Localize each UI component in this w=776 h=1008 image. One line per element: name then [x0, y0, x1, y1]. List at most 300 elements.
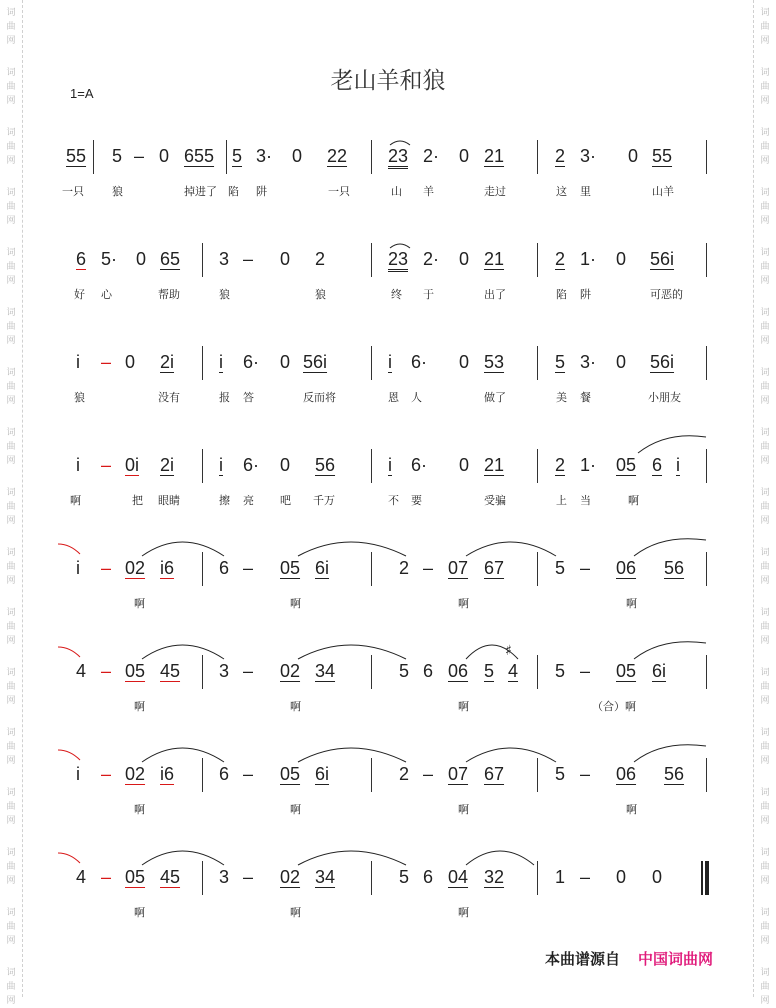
note: 06 [448, 661, 469, 681]
watermark-char: 词 [6, 248, 16, 258]
slur [388, 138, 412, 146]
lyric: 千万 [313, 494, 335, 507]
bar-line [537, 449, 538, 483]
score-line-2 [0, 243, 776, 343]
lyric: 报 [219, 391, 230, 404]
slur [636, 435, 708, 455]
slur [56, 748, 82, 762]
note: 21 [484, 455, 505, 475]
note: 3· [580, 352, 597, 372]
note: 2 [315, 249, 326, 269]
lyric: 当 [580, 494, 591, 507]
note: 0 [652, 867, 663, 887]
watermark-char: 网 [6, 876, 16, 886]
note: 45 [160, 661, 181, 681]
score-line-1 [0, 140, 776, 240]
lyric: 掉进了 [184, 185, 217, 198]
watermark-char: 曲 [6, 502, 16, 512]
note: 5 [399, 661, 410, 681]
watermark-char: 曲 [760, 802, 770, 812]
note: 6 [76, 249, 87, 269]
watermark-char: 曲 [6, 622, 16, 632]
note: 6i [315, 558, 330, 578]
watermark-char: 曲 [760, 862, 770, 872]
note: 5 [112, 146, 123, 166]
note: 53 [484, 352, 505, 372]
bar-line [371, 243, 372, 277]
note: 56 [315, 455, 336, 475]
dash: – [101, 558, 112, 578]
watermark-char: 曲 [6, 802, 16, 812]
bar-line [706, 243, 707, 277]
note: 1 [555, 867, 566, 887]
bar-line [537, 655, 538, 689]
watermark-char: 曲 [6, 262, 16, 272]
lyric: 阱 [580, 288, 591, 301]
note: 4 [508, 661, 519, 681]
lyric: 可恶的 [650, 288, 683, 301]
lyric: 帮助 [158, 288, 180, 301]
bar-line [706, 346, 707, 380]
slur [296, 641, 408, 661]
watermark-char: 词 [6, 668, 16, 678]
note: 02 [280, 867, 301, 887]
note: 02 [125, 764, 146, 784]
dash: – [243, 558, 254, 578]
dash: – [243, 661, 254, 681]
note: 0 [459, 146, 470, 166]
watermark-char: 曲 [760, 562, 770, 572]
note: 2 [555, 249, 566, 269]
watermark-char: 词 [6, 968, 16, 978]
note: 6 [652, 455, 663, 475]
note: 4 [76, 867, 87, 887]
slur [464, 847, 536, 867]
note: 3 [219, 661, 230, 681]
note: 5 [232, 146, 243, 166]
watermark-char: 词 [6, 188, 16, 198]
note: 23 [388, 146, 408, 169]
dash: – [580, 867, 591, 887]
lyric: 啊 [134, 597, 145, 610]
lyric: 亮 [243, 494, 254, 507]
watermark-char: 网 [6, 36, 16, 46]
lyric: 陷 [228, 185, 239, 198]
score-line-6 [0, 643, 776, 755]
slur [632, 744, 708, 764]
watermark-char: 词 [760, 788, 770, 798]
note: i [676, 455, 680, 475]
watermark-char: 词 [6, 848, 16, 858]
note: 07 [448, 558, 469, 578]
slur [140, 847, 226, 867]
note: 6 [219, 558, 230, 578]
lyric: 啊 [628, 494, 639, 507]
note: 6 [423, 661, 434, 681]
watermark-char: 词 [760, 428, 770, 438]
lyric: 啊 [458, 700, 469, 713]
watermark-char: 曲 [6, 142, 16, 152]
lyric: 吧 [280, 494, 291, 507]
dash: – [243, 867, 254, 887]
watermark-char: 网 [6, 576, 16, 586]
lyric: 不 [388, 494, 399, 507]
watermark-char: 词 [760, 908, 770, 918]
note: 32 [484, 867, 505, 887]
note: 0 [159, 146, 170, 166]
watermark-char: 曲 [6, 442, 16, 452]
watermark-char: 曲 [760, 982, 770, 992]
note: 4 [76, 661, 87, 681]
slur [464, 641, 520, 661]
note: 0 [459, 455, 470, 475]
watermark-char: 网 [6, 936, 16, 946]
note: 2 [399, 558, 410, 578]
note: 56 [664, 764, 685, 784]
note: 0 [616, 867, 627, 887]
watermark-char: 网 [760, 456, 770, 466]
note: 34 [315, 867, 336, 887]
note: i [76, 352, 80, 372]
lyric: 恩 [388, 391, 399, 404]
note: 05 [125, 661, 146, 681]
watermark-char: 词 [6, 8, 16, 18]
watermark-group [754, 966, 776, 1008]
watermark-char: 曲 [760, 262, 770, 272]
watermark-char: 曲 [6, 682, 16, 692]
watermark-char: 词 [6, 308, 16, 318]
watermark-char: 词 [760, 488, 770, 498]
dash: – [580, 558, 591, 578]
note: 55 [66, 146, 87, 166]
watermark-char: 网 [6, 336, 16, 346]
watermark-char: 曲 [760, 142, 770, 152]
note: 1· [580, 249, 597, 269]
note: 6· [243, 352, 260, 372]
note: 2 [555, 146, 566, 166]
note: 6i [315, 764, 330, 784]
slur [632, 538, 708, 558]
watermark-char: 网 [760, 156, 770, 166]
watermark-char: 词 [6, 368, 16, 378]
note: 05 [616, 661, 637, 681]
note: i [76, 558, 80, 578]
note: 22 [327, 146, 348, 166]
dash: – [101, 352, 112, 372]
watermark-char: 网 [6, 396, 16, 406]
lyric: 啊 [626, 803, 637, 816]
note: 2· [423, 146, 440, 166]
lyric: 一只 [328, 185, 350, 198]
watermark-char: 曲 [6, 982, 16, 992]
watermark-char: 词 [760, 68, 770, 78]
lyric: 陷 [556, 288, 567, 301]
dash: – [423, 558, 434, 578]
note: 0 [616, 249, 627, 269]
dash: – [101, 455, 112, 475]
note: 6 [423, 867, 434, 887]
watermark-char: 网 [760, 216, 770, 226]
lyric: （合）啊 [592, 700, 636, 713]
slur [56, 645, 82, 659]
watermark-char: 曲 [760, 502, 770, 512]
score-line-3 [0, 346, 776, 446]
note: 0 [459, 352, 470, 372]
lyric: 狼 [112, 185, 123, 198]
watermark-char: 曲 [760, 22, 770, 32]
slur [140, 744, 226, 764]
lyric: 啊 [70, 494, 81, 507]
lyric: 山 [391, 185, 402, 198]
score-line-5 [0, 552, 776, 652]
lyric: 人 [411, 391, 422, 404]
lyric: 走过 [484, 185, 506, 198]
note: 3· [580, 146, 597, 166]
note: 6· [411, 455, 428, 475]
note: i [388, 455, 392, 475]
bar-line [537, 861, 538, 895]
watermark-char: 词 [6, 428, 16, 438]
dash: – [101, 661, 112, 681]
dash: – [101, 867, 112, 887]
lyric: 把 [132, 494, 143, 507]
note: 05 [280, 764, 301, 784]
brand-link[interactable]: 中国词曲网 [638, 950, 714, 968]
slur [56, 851, 82, 865]
watermark-char: 网 [6, 756, 16, 766]
note: 5 [399, 867, 410, 887]
note: 65 [160, 249, 181, 269]
key-signature: 1=A [70, 86, 94, 101]
bar-line [537, 346, 538, 380]
slur [296, 538, 408, 558]
source-label: 本曲谱源自 [545, 950, 621, 968]
note: 5 [555, 352, 566, 372]
watermark-char: 曲 [760, 682, 770, 692]
note: 55 [652, 146, 673, 166]
slur [56, 542, 82, 556]
note: i [76, 455, 80, 475]
source-footer [545, 948, 713, 969]
slur [140, 641, 226, 661]
note: 3 [219, 249, 230, 269]
lyric: 啊 [134, 700, 145, 713]
note: 5· [101, 249, 118, 269]
lyric: 一只 [62, 185, 84, 198]
final-bar-thick [705, 861, 709, 895]
note: 0 [292, 146, 303, 166]
dash: – [423, 764, 434, 784]
bar-line [537, 140, 538, 174]
lyric: 没有 [158, 391, 180, 404]
watermark-char: 词 [6, 728, 16, 738]
watermark-group [754, 6, 776, 48]
watermark-char: 词 [760, 8, 770, 18]
note: i [219, 455, 223, 475]
watermark-char: 词 [6, 128, 16, 138]
note: i [219, 352, 223, 372]
watermark-char: 网 [760, 936, 770, 946]
watermark-char: 网 [760, 276, 770, 286]
note: 6· [243, 455, 260, 475]
lyric: 心 [101, 288, 112, 301]
watermark-char: 曲 [760, 202, 770, 212]
note: 21 [484, 146, 505, 166]
note: 0i [125, 455, 140, 475]
lyric: 终 [391, 288, 402, 301]
note: 45 [160, 867, 181, 887]
note: 56i [303, 352, 328, 372]
note: 21 [484, 249, 505, 269]
watermark-char: 曲 [6, 742, 16, 752]
lyric: 上 [556, 494, 567, 507]
note: 02 [280, 661, 301, 681]
watermark-char: 网 [760, 756, 770, 766]
note: 0 [459, 249, 470, 269]
watermark-char: 网 [6, 516, 16, 526]
watermark-char: 网 [760, 576, 770, 586]
note: 56 [664, 558, 685, 578]
watermark-char: 词 [6, 488, 16, 498]
lyric: 山羊 [652, 185, 674, 198]
note: 05 [125, 867, 146, 887]
watermark-char: 词 [760, 248, 770, 258]
bar-line [202, 449, 203, 483]
note: 2 [555, 455, 566, 475]
watermark-char: 曲 [6, 202, 16, 212]
slur [296, 847, 408, 867]
slur [632, 641, 708, 661]
lyric: 啊 [290, 803, 301, 816]
note: 23 [388, 249, 408, 272]
watermark-char: 网 [6, 156, 16, 166]
note: 0 [628, 146, 639, 166]
watermark-char: 网 [760, 36, 770, 46]
watermark-char: 曲 [760, 82, 770, 92]
note: 34 [315, 661, 336, 681]
watermark-char: 词 [6, 68, 16, 78]
lyric: 反而将 [303, 391, 336, 404]
lyric: 羊 [423, 185, 434, 198]
bar-line [202, 346, 203, 380]
note: 07 [448, 764, 469, 784]
note: 3 [219, 867, 230, 887]
watermark-char: 网 [760, 636, 770, 646]
lyric: 于 [423, 288, 434, 301]
slur [464, 538, 558, 558]
watermark-char: 网 [6, 996, 16, 1006]
note: 0 [616, 352, 627, 372]
watermark-char: 网 [760, 876, 770, 886]
note: 0 [125, 352, 136, 372]
lyric: 阱 [256, 185, 267, 198]
watermark-char: 网 [6, 456, 16, 466]
watermark-char: 曲 [6, 862, 16, 872]
lyric: 好 [74, 288, 85, 301]
note: 5 [555, 764, 566, 784]
watermark-char: 词 [6, 548, 16, 558]
watermark-char: 词 [760, 368, 770, 378]
note: 2 [399, 764, 410, 784]
watermark-char: 网 [760, 96, 770, 106]
watermark-char: 网 [760, 996, 770, 1006]
score-line-4 [0, 449, 776, 549]
watermark-char: 曲 [760, 322, 770, 332]
lyric: 美 [556, 391, 567, 404]
slur [296, 744, 408, 764]
note: 67 [484, 558, 505, 578]
watermark-char: 网 [6, 216, 16, 226]
bar-line [226, 140, 227, 174]
lyric: 狼 [219, 288, 230, 301]
bar-line [371, 346, 372, 380]
note: 1· [580, 455, 597, 475]
note: 0 [280, 455, 291, 475]
watermark-char: 网 [6, 276, 16, 286]
watermark-char: 词 [760, 188, 770, 198]
note: 5 [484, 661, 495, 681]
watermark-char: 网 [760, 336, 770, 346]
lyric: 餐 [580, 391, 591, 404]
note: 2· [423, 249, 440, 269]
note: 655 [184, 146, 215, 166]
bar-line [93, 140, 94, 174]
note: i [76, 764, 80, 784]
lyric: 啊 [290, 597, 301, 610]
watermark-char: 网 [6, 816, 16, 826]
note: 06 [616, 558, 637, 578]
watermark-char: 词 [6, 788, 16, 798]
watermark-char: 曲 [760, 382, 770, 392]
lyric: 啊 [458, 597, 469, 610]
watermark-char: 网 [760, 516, 770, 526]
lyric: 小朋友 [648, 391, 681, 404]
dash: – [243, 764, 254, 784]
watermark-char: 网 [6, 96, 16, 106]
note: 5 [555, 558, 566, 578]
song-title: 老山羊和狼 [330, 68, 446, 94]
note: 2i [160, 352, 175, 372]
dash: – [580, 764, 591, 784]
note: 05 [280, 558, 301, 578]
note: 5 [555, 661, 566, 681]
watermark-char: 曲 [6, 922, 16, 932]
note: 0 [280, 352, 291, 372]
dash: – [134, 146, 145, 166]
slur [464, 744, 558, 764]
watermark-char: 网 [6, 636, 16, 646]
lyric: 出了 [484, 288, 506, 301]
watermark-char: 网 [760, 696, 770, 706]
note: 6· [411, 352, 428, 372]
note: 04 [448, 867, 469, 887]
dash: – [101, 764, 112, 784]
bar-line [706, 140, 707, 174]
bar-line [371, 449, 372, 483]
watermark-char: 曲 [6, 82, 16, 92]
note: 3· [256, 146, 273, 166]
lyric: 啊 [290, 906, 301, 919]
lyric: 啊 [134, 906, 145, 919]
note: 06 [616, 764, 637, 784]
watermark-char: 词 [6, 608, 16, 618]
note: 6i [652, 661, 667, 681]
watermark-char: 曲 [760, 622, 770, 632]
final-bar-thin [701, 861, 703, 895]
note: 6 [219, 764, 230, 784]
watermark-char: 词 [760, 308, 770, 318]
watermark-char: 词 [760, 608, 770, 618]
